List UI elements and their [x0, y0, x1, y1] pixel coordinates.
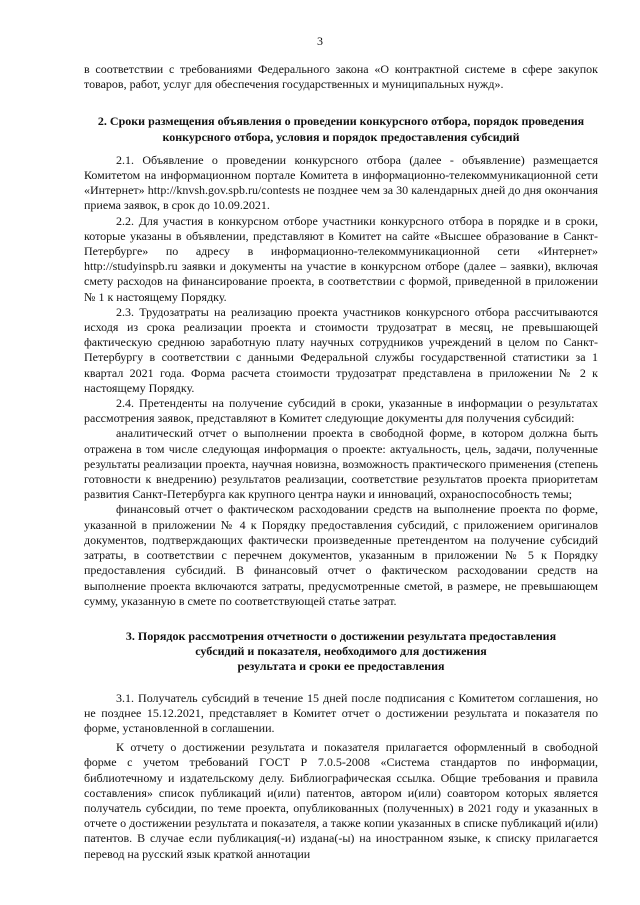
paragraph-3-2: К отчету о достижении результата и показателя прилагается оформленный в свободной форме с учетом требований ГОСТ Р 7.0.5-2008 «Система стандартов по информации, библиотечному и издательскому делу. Библиографическая ссылка. Общие требования и правила составления» список публикаций и(или) патентов, автором и(или) соавтором которых является получатель субсидии, по теме проекта, опубликованных (полученных) в 2021 году и указанных в отчете о достижении результата и показателя, а также копии указанных в списке публикаций и(или) патентов. В случае если публикация(-и) издана(-ы) на иностранном языке, к списку прилагается перевод на русский язык краткой аннотации: [84, 740, 598, 861]
section-3-heading-line2: субсидий и показателя, необходимого для достижения: [195, 644, 487, 659]
document-body: [84, 62, 598, 862]
paragraph-2-3: 2.3. Трудозатраты на реализацию проекта участников конкурсного отбора рассчитываются исходя из срока реализации проекта и стоимости трудозатрат в месяц, не превышающей фактическую среднюю заработную плату научных сотрудников учреждений в целом по Санкт-Петербургу в соответствии с данными Федеральной службы государственной статистики за 1 квартал 2021 года. Форма расчета стоимости трудозатрат представлена в приложении № 2 к настоящему Порядку.: [84, 304, 598, 395]
section-3-heading: [84, 629, 598, 675]
paragraph-2-4-financial-report: финансовый отчет о фактическом расходовании средств на выполнение проекта по форме, указанной в приложении № 4 к Порядку предоставления субсидий, с приложением оригиналов документов, подтверждающих фактически произведенные претендентом на получение субсидий затраты, в соответствии с перечнем документов, указанным в приложении № 5 к Порядку предоставления субсидий. В финансовый отчет о фактическом расходовании средств на выполнение проекта включаются затраты, предусмотренные сметой, в размере, не превышающем сумму, указанную в смете по соответствующей статье затрат.: [84, 502, 598, 608]
paragraph-intro: в соответствии с требованиями Федерального закона «О контрактной системе в сфере закупок товаров, работ, услуг для обеспечения государственных и муниципальных нужд».: [84, 62, 598, 92]
paragraph-2-4: 2.4. Претенденты на получение субсидий в сроки, указанные в информации о результатах рассмотрения заявок, представляют в Комитет следующие документы для получения субсидий:: [84, 396, 598, 426]
page-number: 3: [317, 34, 323, 48]
paragraph-2-4-analytic-report: аналитический отчет о выполнении проекта в свободной форме, в котором должна быть отражена в том числе следующая информация о проекте: актуальность, цель, задачи, полученные результаты реализации проекта, научная новизна, возможность практического применения (степень готовности к внедрению) результатов реализации, соответствие результатов проекта приоритетам развития Санкт-Петербурга как крупного центра науки и инноваций, охраноспособность темы;: [84, 426, 598, 502]
section-2-heading: 2. Сроки размещения объявления о проведении конкурсного отбора, порядок проведения конкурсного отбора, условия и порядок предоставления субсидий: [97, 114, 585, 144]
section-3-heading-line1: 3. Порядок рассмотрения отчетности о достижении результата предоставления: [125, 628, 557, 643]
section-3-heading-line3: результата и сроки ее предоставления: [237, 659, 445, 674]
paragraph-2-2: 2.2. Для участия в конкурсном отборе участники конкурсного отбора в порядке и в сроки, которые указаны в объявлении, представляют в Комитет на сайте «Высшее образование в Санкт-Петербурге» по адресу в информационно-телекоммуникационной сети «Интернет» http://studyinspb.ru заявки и документы на участие в конкурсном отборе (далее – заявки), включая смету расходов на финансирование проекта, в соответствии с формой, приведенной в приложении № 1 к настоящему Порядку.: [84, 213, 598, 304]
paragraph-3-1: 3.1. Получатель субсидий в течение 15 дней после подписания с Комитетом соглашения, но не позднее 15.12.2021, представляет в Комитет отчет о достижении результата и показателя по форме, установленной в соглашении.: [84, 690, 598, 735]
paragraph-2-1: 2.1. Объявление о проведении конкурсного отбора (далее - объявление) размещается Комитетом на информационном портале Комитета в информационно-телекоммуникационной сети «Интернет» http://knvsh.gov.spb.ru/contests не позднее чем за 30 календарных дней до дня окончания приема заявок, в срок до 10.09.2021.: [84, 152, 598, 213]
